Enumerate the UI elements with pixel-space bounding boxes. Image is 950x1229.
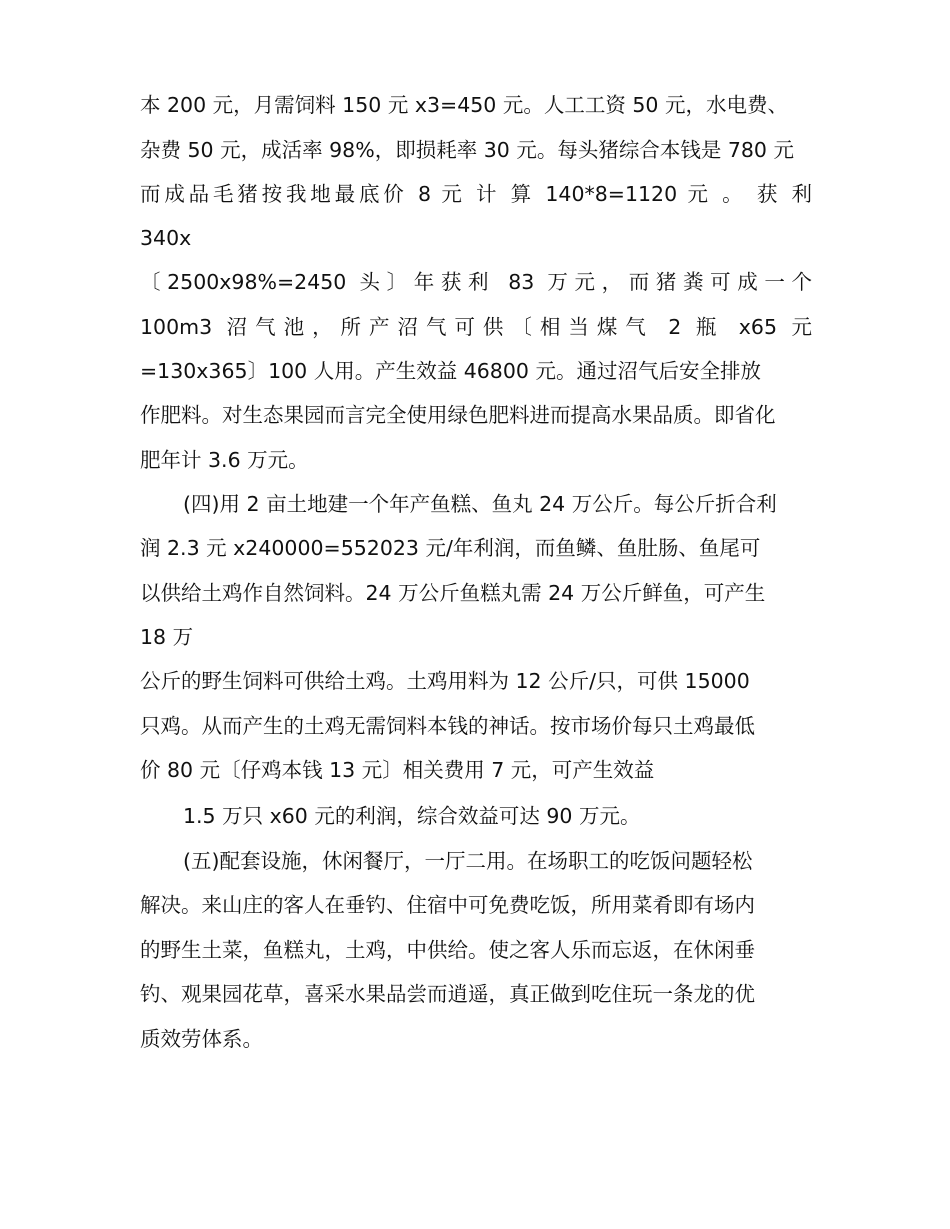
text-line: 而成品毛猪按我地最底价 8 元 计 算 140*8=1120 元 。 获 利 — [140, 182, 812, 206]
text-line: (五)配套设施，休闲餐厅，一厅二用。在场职工的吃饭问题轻松 — [183, 849, 753, 873]
text-line: (四)用 2 亩土地建一个年产鱼糕、鱼丸 24 万公斤。每公斤折合利 — [183, 492, 777, 516]
text-line: 肥年计 3.6 万元。 — [140, 448, 309, 472]
text-line: 润 2.3 元 x240000=552023 元/年利润，而鱼鳞、鱼肚肠、鱼尾可 — [140, 536, 761, 560]
text-line: 的野生土菜，鱼糕丸，土鸡，中供给。使之客人乐而忘返，在休闲垂 — [140, 938, 755, 962]
text-line: 18 万 — [140, 625, 194, 649]
text-line: 340x — [140, 226, 192, 250]
text-line: 1.5 万只 x60 元的利润，综合效益可达 90 万元。 — [183, 804, 641, 828]
text-line: 只鸡。从而产生的土鸡无需饲料本钱的神话。按市场价每只土鸡最低 — [140, 714, 755, 738]
text-line: 价 80 元〔仔鸡本钱 13 元〕相关费用 7 元，可产生效益 — [140, 758, 655, 782]
text-line: 作肥料。对生态果园而言完全使用绿色肥料进而提高水果品质。即省化 — [140, 403, 776, 427]
text-line: =130x365〕100 人用。产生效益 46800 元。通过沼气后安全排放 — [140, 359, 761, 383]
text-line: 100m3 沼气池，所产沼气可供〔相当煤气 2 瓶 x65 元 — [140, 315, 812, 339]
text-line: 以供给土鸡作自然饲料。24 万公斤鱼糕丸需 24 万公斤鲜鱼，可产生 — [140, 581, 766, 605]
text-line: 公斤的野生饲料可供给土鸡。土鸡用料为 12 公斤/只，可供 15000 — [140, 669, 750, 693]
text-line: 本 200 元，月需饲料 150 元 x3=450 元。人工工资 50 元，水电费、 — [140, 93, 788, 117]
text-line: 质效劳体系。 — [140, 1027, 263, 1051]
text-line: 钓、观果园花草，喜采水果品尝而逍遥，真正做到吃住玩一条龙的优 — [140, 982, 755, 1006]
text-line: 解决。来山庄的客人在垂钓、住宿中可免费吃饭，所用菜肴即有场内 — [140, 893, 755, 917]
text-line: 杂费 50 元，成活率 98%，即损耗率 30 元。每头猪综合本钱是 780 元 — [140, 138, 794, 162]
text-line: 〔2500x98%=2450 头〕年获利 83 万元，而猪粪可成一个 — [140, 270, 812, 294]
